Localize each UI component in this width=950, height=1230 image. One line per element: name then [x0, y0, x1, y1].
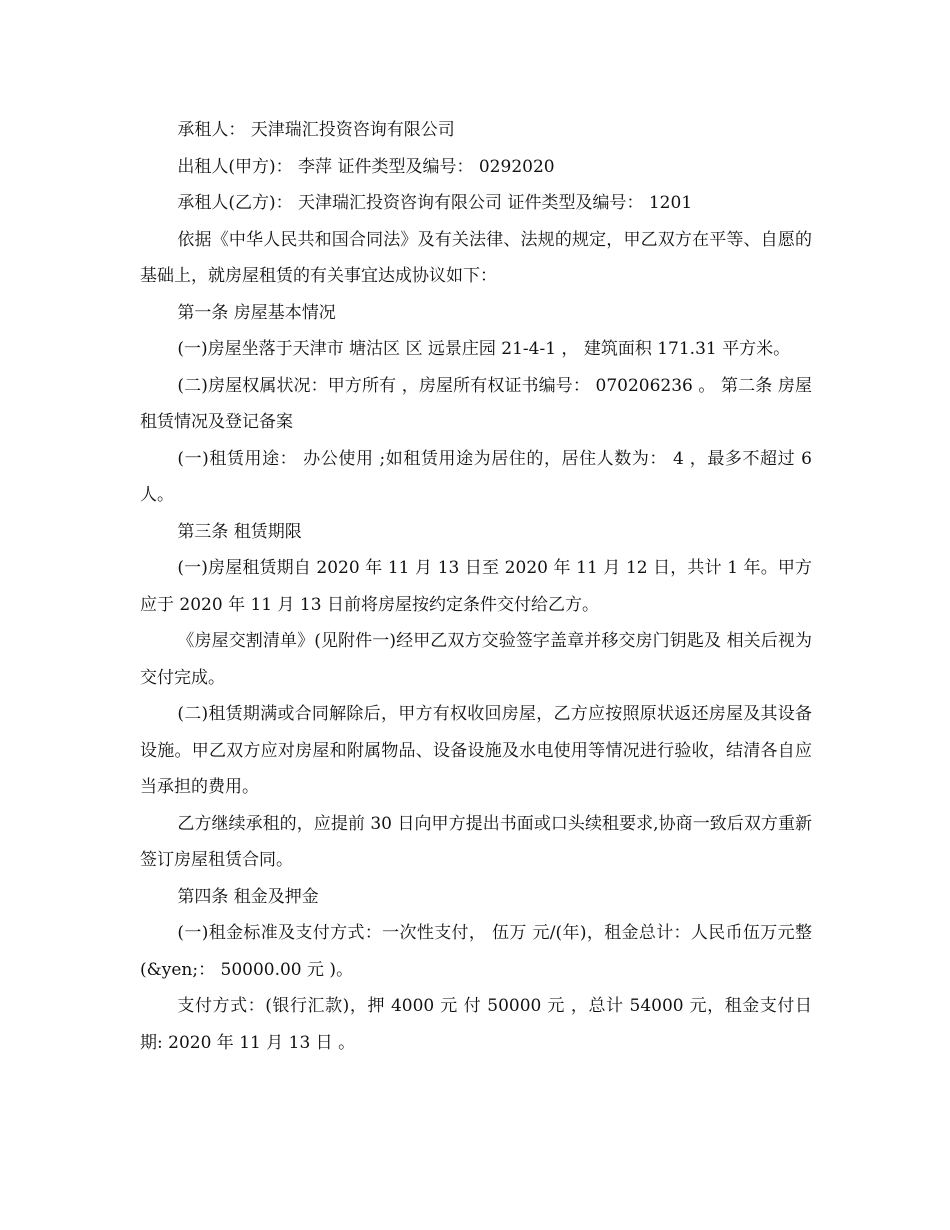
payment-method-paragraph: 支付方式：(银行汇款)，押 4000 元 付 50000 元 ，总计 54000 元，租金支付日期: 2020 年 11 月 13 日 。 [140, 996, 812, 1053]
lease-expiry-paragraph: (二)租赁期满或合同解除后，甲方有权收回房屋，乙方应按照原状返还房屋及其设备设施。甲乙双方应对房屋和附属物品、设备设施及水电使用等情况进行验收，结清各自应当承担的费用。 [140, 704, 812, 797]
handover-list-paragraph: 《房屋交割清单》(见附件一)经甲乙双方交验签字盖章并移交房门钥匙及 相关后视为交付完成。 [140, 631, 812, 688]
lease-term-paragraph: (一)房屋租赁期自 2020 年 11 月 13 日至 2020 年 11 月 12 日，共计 1 年。甲方应于 2020 年 11 月 13 日前将房屋按约定条件交付给乙方。 [140, 558, 812, 615]
article-3-heading: 第三条 租赁期限 [177, 521, 302, 542]
renewal-paragraph: 乙方继续承租的，应提前 30 日向甲方提出书面或口头续租要求,协商一致后双方重新签订房屋租赁合同。 [140, 813, 812, 870]
document-body [140, 112, 812, 1061]
ownership-paragraph: (二)房屋权属状况：甲方所有 ，房屋所有权证书编号： 070206236 。 第二条 房屋租赁情况及登记备案 [140, 375, 812, 432]
lease-purpose-paragraph: (一)租赁用途： 办公使用 ;如租赁用途为居住的，居住人数为： 4 ，最多不超过 6 人。 [140, 448, 812, 505]
rent-standard-paragraph: (一)租金标准及支付方式：一次性支付， 伍万 元/(年)，租金总计：人民币伍万元整(&yen;： 50000.00 元 )。 [140, 923, 812, 980]
party-a-line: 出租人(甲方)： 李萍 证件类型及编号： 0292020 [177, 156, 555, 177]
article-1-heading: 第一条 房屋基本情况 [177, 302, 336, 323]
article-4-heading: 第四条 租金及押金 [177, 886, 319, 907]
property-location-paragraph: (一)房屋坐落于天津市 塘沽区 区 远景庄园 21-4-1 ， 建筑面积 171.31 平方米。 [177, 339, 791, 359]
preamble-paragraph: 依据《中华人民共和国合同法》及有关法律、法规的规定，甲乙双方在平等、自愿的基础上，就房屋租赁的有关事宜达成协议如下： [140, 229, 812, 286]
party-b-line: 承租人(乙方)： 天津瑞汇投资咨询有限公司 证件类型及编号： 1201 [177, 193, 693, 213]
lessee-line: 承租人： 天津瑞汇投资咨询有限公司 [177, 120, 455, 140]
